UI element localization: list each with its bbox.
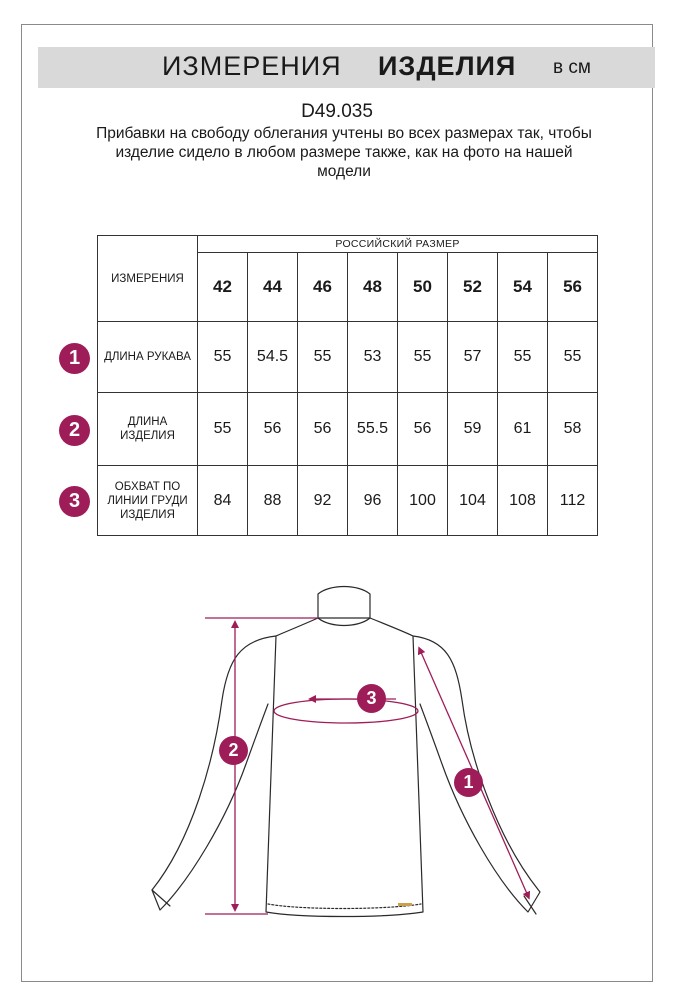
- diagram-marker-2: 2: [219, 736, 248, 765]
- value-cell: 55: [198, 393, 248, 466]
- chest-ellipse: [274, 699, 418, 723]
- right-cuff-line: [524, 896, 536, 914]
- value-cell: 55: [498, 322, 548, 393]
- value-cell: 100: [398, 466, 448, 536]
- value-cell: 55: [548, 322, 598, 393]
- row-label: ДЛИНА РУКАВА: [98, 322, 198, 393]
- value-cell: 92: [298, 466, 348, 536]
- body-outline: [266, 618, 423, 917]
- title-unit: в см: [553, 57, 591, 78]
- brand-tag: [398, 903, 412, 906]
- value-cell: 59: [448, 393, 498, 466]
- value-cell: 55: [198, 322, 248, 393]
- value-cell: 56: [298, 393, 348, 466]
- size-cell: 50: [398, 253, 448, 322]
- title-garment: ИЗДЕЛИЯ: [378, 51, 517, 81]
- row-label-text: ОБХВАТ ПО ЛИНИИ ГРУДИ ИЗДЕЛИЯ: [107, 480, 188, 521]
- size-cell: 46: [298, 253, 348, 322]
- size-cell: 54: [498, 253, 548, 322]
- title-measurements: ИЗМЕРЕНИЯ: [162, 51, 342, 81]
- size-cell: 56: [548, 253, 598, 322]
- collar-seam: [318, 618, 370, 626]
- size-cell: 42: [198, 253, 248, 322]
- collar-outline: [318, 587, 370, 619]
- article-number: D49.035: [301, 101, 373, 122]
- value-cell: 108: [498, 466, 548, 536]
- value-cell: 57: [448, 322, 498, 393]
- left-sleeve-outline: [152, 636, 276, 910]
- value-cell: 58: [548, 393, 598, 466]
- diagram-marker-3: 3: [357, 684, 386, 713]
- measurements-header: ИЗМЕРЕНИЯ: [98, 236, 198, 322]
- value-cell: 55.5: [348, 393, 398, 466]
- row-number-badge-3: 3: [59, 486, 90, 517]
- value-cell: 56: [248, 393, 298, 466]
- value-cell: 55: [298, 322, 348, 393]
- value-cell: 104: [448, 466, 498, 536]
- value-cell: 54.5: [248, 322, 298, 393]
- value-cell: 61: [498, 393, 548, 466]
- value-cell: 112: [548, 466, 598, 536]
- value-cell: 56: [398, 393, 448, 466]
- value-cell: 53: [348, 322, 398, 393]
- size-cell: 52: [448, 253, 498, 322]
- row-number-badge-1: 1: [59, 343, 90, 374]
- russian-size-header: РОССИЙСКИЙ РАЗМЕР: [198, 236, 598, 253]
- row-label-text: ДЛИНА ИЗДЕЛИЯ: [120, 416, 175, 442]
- size-cell: 44: [248, 253, 298, 322]
- row-number-badge-2: 2: [59, 415, 90, 446]
- value-cell: 84: [198, 466, 248, 536]
- diagram-marker-1: 1: [454, 768, 483, 797]
- fit-note: Прибавки на свободу облегания учтены во всех размерах так, чтобы изделие сидело в любом размере также, как на фото на нашей модели: [96, 125, 592, 180]
- value-cell: 96: [348, 466, 398, 536]
- value-cell: 88: [248, 466, 298, 536]
- value-cell: 55: [398, 322, 448, 393]
- size-cell: 48: [348, 253, 398, 322]
